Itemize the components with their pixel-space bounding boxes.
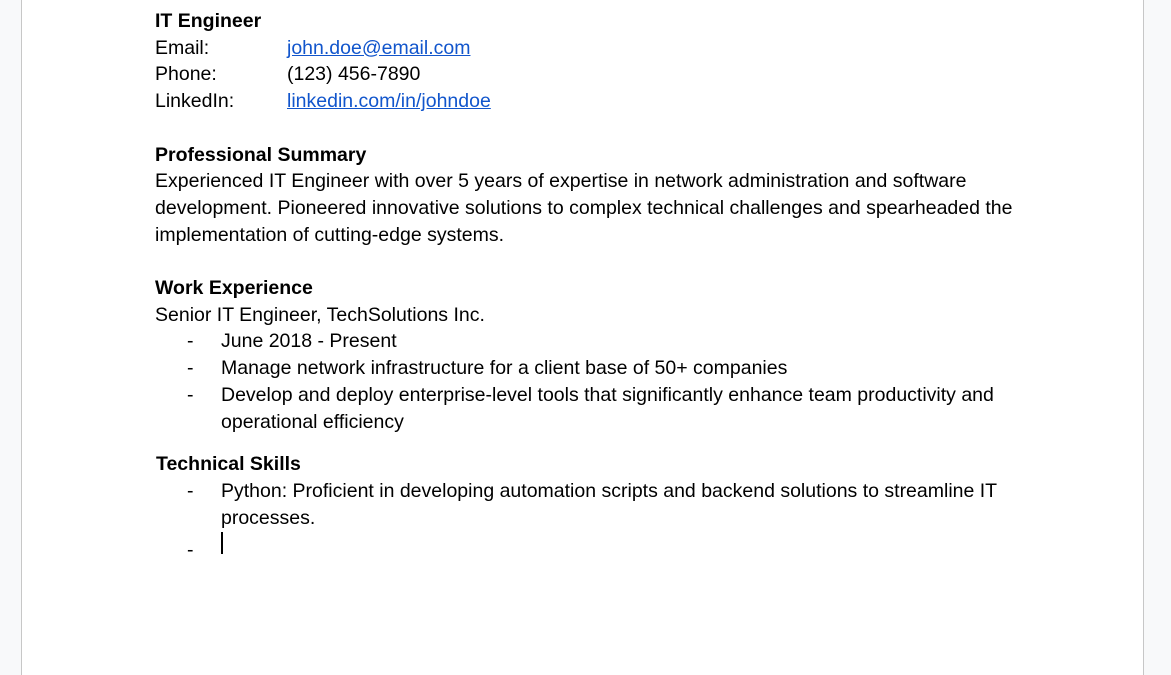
- email-label: Email:: [155, 36, 210, 59]
- summary-paragraph: Experienced IT Engineer with over 5 years of expertise in network administration and software development. Pioneered innovative solutions to complex technical challenges and spearheaded the implementation of cutting-edge systems.: [155, 170, 1013, 246]
- list-item: [155, 328, 1035, 355]
- linkedin-link[interactable]: linkedin.com/in/johndoe: [287, 90, 491, 113]
- contact-row-email: [155, 35, 1035, 62]
- experience-bullet: Manage network infrastructure for a client base of 50+ companies: [221, 357, 788, 380]
- experience-bullet: Develop and deploy enterprise-level tools that significantly enhance team productivity and operational efficiency: [221, 383, 994, 433]
- blank-line: [155, 115, 1035, 142]
- list-item: [155, 382, 1035, 435]
- list-item: [155, 355, 1035, 382]
- blank-line: [155, 435, 1035, 451]
- list-item: [155, 478, 1035, 531]
- bullet-dash: -: [187, 479, 194, 502]
- summary-heading: Professional Summary: [155, 143, 367, 166]
- experience-bullet: June 2018 - Present: [221, 330, 397, 353]
- linkedin-label: LinkedIn:: [155, 90, 235, 113]
- text-cursor: [221, 532, 223, 554]
- bullet-dash: -: [187, 357, 194, 380]
- phone-label: Phone:: [155, 63, 217, 86]
- list-item-editing[interactable]: [155, 531, 1035, 564]
- experience-role: Senior IT Engineer, TechSolutions Inc.: [155, 303, 485, 326]
- skills-bullet: Python: Proficient in developing automation scripts and backend solutions to streamline IT processes.: [221, 479, 997, 529]
- bullet-dash: -: [187, 330, 194, 353]
- blank-line: [155, 248, 1035, 275]
- experience-heading: Work Experience: [155, 277, 313, 299]
- phone-value: (123) 456-7890: [287, 63, 421, 86]
- contact-row-phone: [155, 61, 1035, 88]
- skills-heading: Technical Skills: [156, 453, 301, 476]
- document-body[interactable]: [155, 8, 1035, 564]
- bullet-dash: -: [187, 383, 194, 406]
- contact-row-linkedin: [155, 88, 1035, 115]
- email-link[interactable]: john.doe@email.com: [287, 36, 471, 59]
- resume-title: IT Engineer: [155, 10, 262, 32]
- skills-bullet-empty[interactable]: [221, 531, 1035, 564]
- document-page[interactable]: [21, 0, 1144, 675]
- bullet-dash: -: [187, 539, 194, 562]
